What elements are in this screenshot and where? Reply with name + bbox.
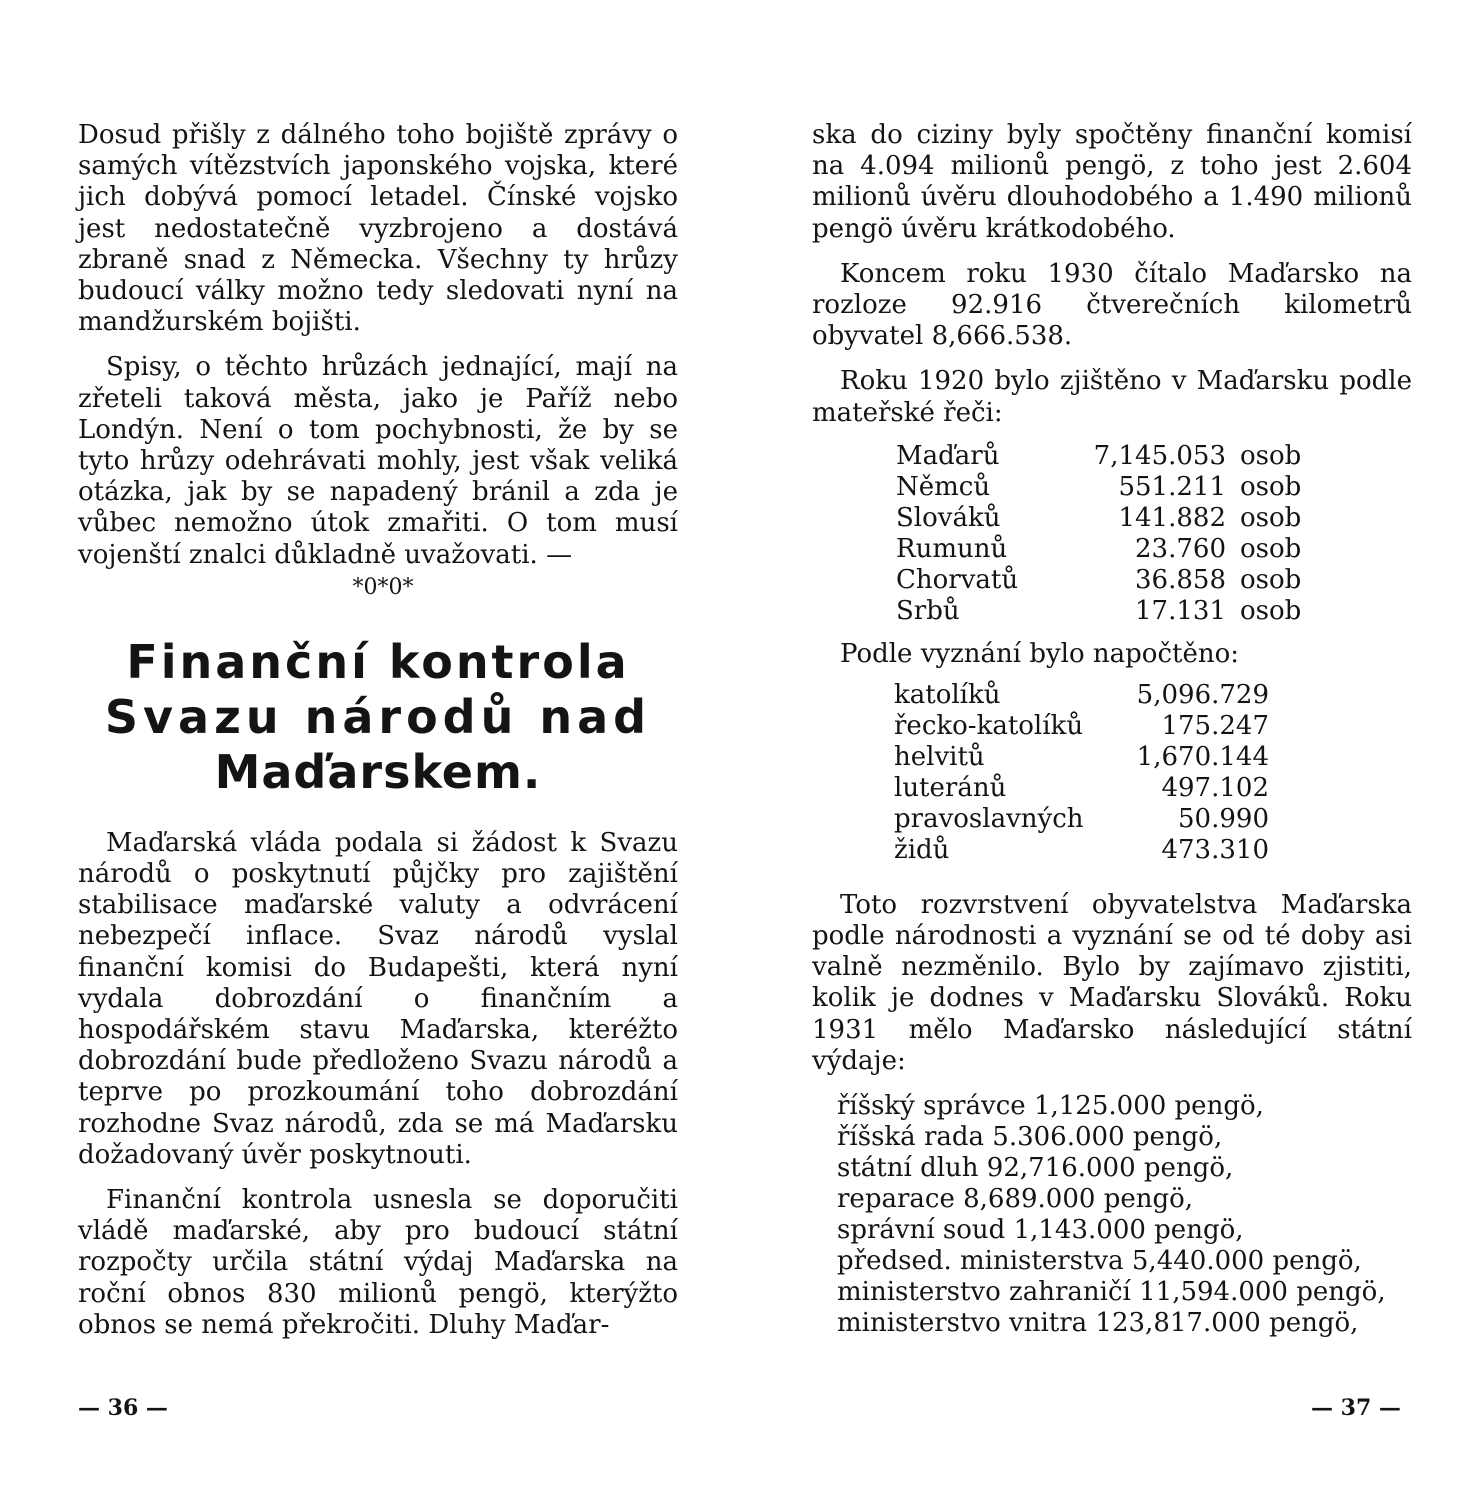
language-unit: osob (1240, 533, 1302, 564)
language-unit: osob (1240, 564, 1302, 595)
religion-value: 473.310 (1161, 834, 1269, 865)
language-value: 551.211 (1118, 471, 1226, 502)
table-row (894, 680, 1269, 711)
table-row (896, 472, 1301, 503)
page-number: — 36 — (78, 1395, 168, 1421)
expense-item: správní soud 1,143.000 pengö, (837, 1215, 1244, 1246)
table-row (896, 596, 1301, 627)
language-name: Rumunů (896, 533, 1008, 564)
religion-name: luteránů (894, 772, 1007, 803)
left-column (78, 120, 678, 1341)
religion-value: 5,096.729 (1136, 679, 1269, 710)
language-value: 7,145.053 (1093, 440, 1226, 471)
paragraph: Koncem roku 1930 čítalo Maďarsko na rozloze 92.916 čtverečních kilometrů obyvatel 8,666.538. (812, 258, 1412, 352)
language-unit: osob (1240, 440, 1302, 471)
religion-value: 175.247 (1161, 710, 1269, 741)
religion-intro: Podle vyznání bylo napočtěno: (840, 638, 1240, 669)
page-number: — 37 — (1311, 1395, 1401, 1421)
language-name: Slováků (896, 502, 1001, 533)
expense-list (837, 1091, 1412, 1339)
headline-line: Maďarskem. (214, 744, 542, 799)
section-separator: *0*0* (352, 574, 414, 600)
religion-table (894, 680, 1269, 866)
paragraph: Dosud přišly z dálného toho bojiště zprávy o samých vítězstvích japonského vojska, které jich dobývá pomocí letadel. Čínské vojsko jest nedostatečně vyzbrojeno a dostává zbraně snad z Německa. Všechny ty hrůzy budoucí války možno tedy sledovati nyní na mandžurském bojišti. (78, 120, 678, 338)
religion-name: řecko-katolíků (894, 710, 1084, 741)
table-row (894, 773, 1269, 804)
religion-value: 50.990 (1178, 803, 1269, 834)
article-headline (78, 635, 678, 800)
language-name: Maďarů (896, 440, 1000, 471)
expense-item: předsed. ministerstva 5,440.000 pengö, (837, 1246, 1362, 1277)
headline-line: Finanční kontrola (126, 634, 630, 689)
language-name: Chorvatů (896, 564, 1019, 595)
language-unit: osob (1240, 471, 1302, 502)
right-column (812, 120, 1412, 1339)
language-unit: osob (1240, 502, 1302, 533)
right-page (731, 0, 1462, 1501)
expense-item: reparace 8,689.000 pengö, (837, 1184, 1194, 1215)
table-row (896, 503, 1301, 534)
paragraph: Roku 1920 bylo zjištěno v Maďarsku podle mateřské řeči: (812, 366, 1412, 428)
paragraph: Spisy, o těchto hrůzách jednající, mají na zřeteli taková města, jako je Paříž nebo Londýn. Není o tom pochybnosti, že by se tyto hrůzy odehrávati mohly, jest však veliká otázka, jak by se napadený bránil a zda je vůbec nemožno útok zmařiti. O tom musí vojenští znalci důkladně uvažovati. — (78, 352, 678, 570)
language-value: 23.760 (1135, 533, 1226, 564)
religion-name: helvitů (894, 741, 985, 772)
table-row (896, 441, 1301, 472)
religion-value: 1,670.144 (1136, 741, 1269, 772)
language-name: Němců (896, 471, 991, 502)
religion-name: pravoslavných (894, 803, 1084, 834)
language-table (896, 441, 1301, 627)
paragraph: ska do ciziny byly spočtěny finanční komisí na 4.094 milionů pengö, z toho jest 2.604 milionů úvěru dlouhodobého a 1.490 milionů pengö úvěru krátkodobého. (812, 120, 1412, 244)
religion-value: 497.102 (1161, 772, 1269, 803)
language-unit: osob (1240, 595, 1302, 626)
expense-item: státní dluh 92,716.000 pengö, (837, 1153, 1234, 1184)
table-row (894, 711, 1269, 742)
language-name: Srbů (896, 595, 960, 626)
table-row (896, 534, 1301, 565)
religion-name: židů (894, 834, 950, 865)
table-row (894, 742, 1269, 773)
headline-line: Svazu národů nad (104, 689, 652, 744)
paragraph: Maďarská vláda podala si žádost k Svazu národů o poskytnutí půjčky pro zajištění stabilisace maďarské valuty a odvrácení nebezpečí inflace. Svaz národů vyslal finanční komisi do Budapešti, která nyní vydala dobrozdání o finančním a hospodářském stavu Maďarska, kteréžto dobrozdání bude předloženo Svazu národů a teprve po prozkoumání toho dobrozdání rozhodne Svaz národů, zda se má Maďarsku dožadovaný úvěr poskytnouti. (78, 827, 678, 1170)
table-row (894, 835, 1269, 866)
expense-item: ministerstvo vnitra 123,817.000 pengö, (837, 1308, 1359, 1339)
religion-name: katolíků (894, 679, 1001, 710)
table-row (896, 565, 1301, 596)
table-row (894, 804, 1269, 835)
language-value: 141.882 (1118, 502, 1226, 533)
language-value: 36.858 (1135, 564, 1226, 595)
paragraph: Finanční kontrola usnesla se doporučiti vládě maďarské, aby pro budoucí státní rozpočty určila státní výdaj Maďarska na roční obnos 830 milionů pengö, kterýžto obnos se nemá překročiti. Dluhy Maďar- (78, 1185, 678, 1340)
expense-item: ministerstvo zahraničí 11,594.000 pengö, (837, 1277, 1386, 1308)
paragraph: Toto rozvrstvení obyvatelstva Maďarska podle národnosti a vyznání se od té doby asi valně nezměnilo. Bylo by zajímavo zjistiti, kolik je dodnes v Maďarsku Slováků. Roku 1931 mělo Maďarsko následující státní výdaje: (812, 889, 1412, 1076)
language-value: 17.131 (1135, 595, 1226, 626)
expense-item: říšská rada 5.306.000 pengö, (837, 1122, 1223, 1153)
expense-item: říšský správce 1,125.000 pengö, (837, 1091, 1264, 1122)
